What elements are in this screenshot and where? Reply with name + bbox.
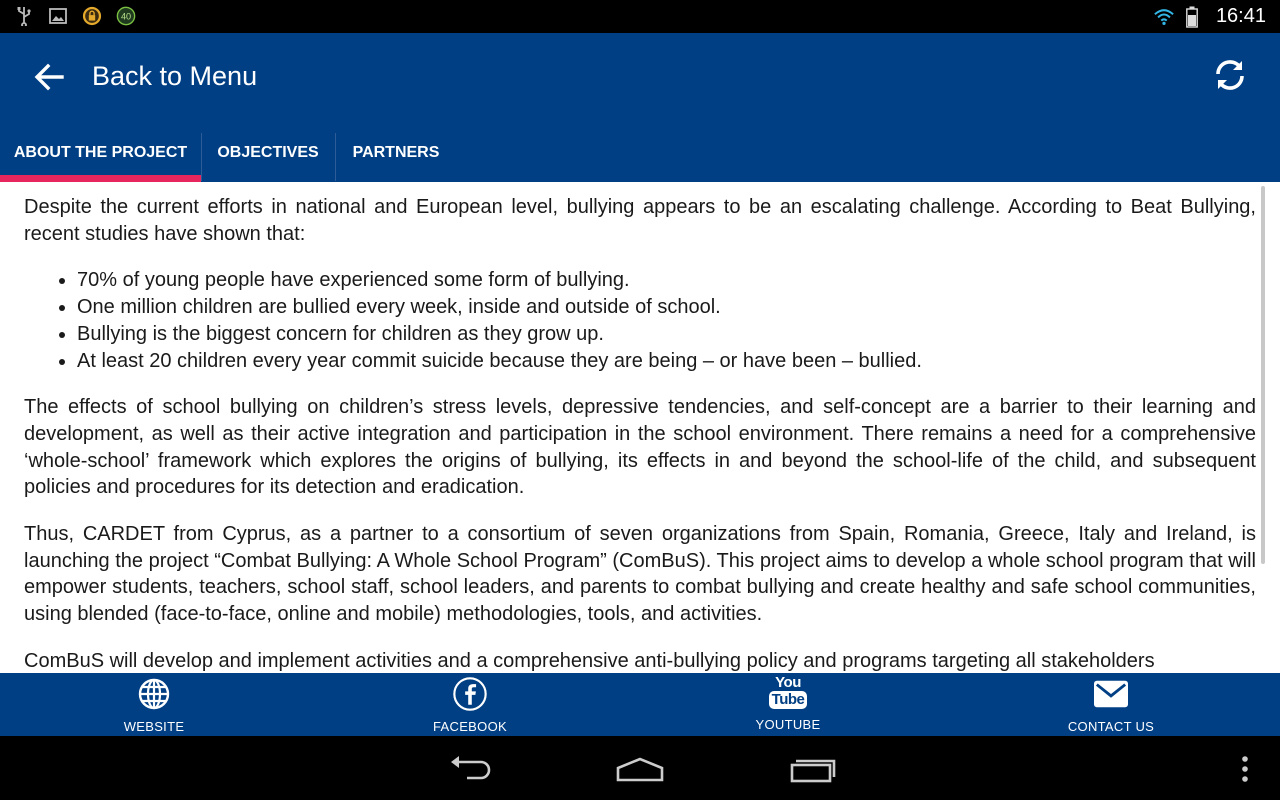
tab-about-the-project[interactable] (0, 123, 201, 182)
tab-indicator (201, 175, 335, 182)
list-item: • 70% of young people have experienced some form of bullying. (77, 267, 1256, 294)
tab-label: PARTNERS (352, 143, 440, 161)
home-icon (615, 754, 665, 784)
nav-label: WEBSITE (123, 719, 185, 734)
tab-partners[interactable] (335, 123, 457, 182)
effects-paragraph: The effects of school bullying on children’s stress levels, depressive tendencies, and self-concept are a barrier to their learning and development, as well as their active integration and participation in the school environment. There remains a need for a comprehensive ‘whole-school’ framework which explores the origins of bullying, its effects in and beyond the school-life of the child, and subsequent policies and procedures for its detection and eradication. (24, 396, 1256, 499)
article (0, 182, 1280, 673)
system-home-button[interactable] (613, 752, 667, 786)
system-nav-bar (0, 736, 1280, 800)
globe-icon (137, 677, 171, 711)
list-item: • Bullying is the biggest concern for children as they grow up. (77, 321, 1256, 348)
battery-icon (1182, 7, 1202, 27)
lock-app-icon (82, 6, 102, 26)
scrollbar[interactable] (1261, 186, 1265, 564)
facebook-button[interactable] (420, 673, 520, 736)
app-bar (0, 33, 1280, 123)
arrow-left-icon (32, 60, 66, 94)
status-notifications (14, 6, 136, 26)
combus-paragraph: ComBuS will develop and implement activities and a comprehensive anti-bullying policy and programs targeting all stakeholders (24, 649, 1155, 672)
contact-us-button[interactable] (1061, 673, 1161, 736)
refresh-button[interactable] (1212, 57, 1248, 93)
nav-label: CONTACT US (1067, 719, 1155, 734)
badge-icon (116, 6, 136, 26)
list-item: • At least 20 children every year commit suicide because they are being – or have been – bullied. (77, 348, 1256, 375)
usb-icon (14, 6, 34, 26)
mail-icon (1094, 677, 1128, 711)
youtube-logo-top: You (775, 674, 801, 691)
wifi-icon (1154, 7, 1174, 27)
intro-paragraph: Despite the current efforts in national and European level, bullying appears to be an escalating challenge. According to Beat Bullying, recent studies have shown that: (24, 196, 1256, 245)
nav-label: FACEBOOK (433, 719, 507, 734)
project-paragraph: Thus, CARDET from Cyprus, as a partner to a consortium of seven organizations from Spain, Romania, Greece, Italy and Ireland, is launching the project “Combat Bullying: A Whole School Program” (ComBuS). This project aims to develop a whole school program that will empower students, teachers, school staff, school leaders, and parents to combat bullying and create healthy and safe school communities, using blended (face-to-face, online and mobile) methodologies, tools, and activities. (24, 523, 1256, 626)
badge-count: 40 (120, 11, 132, 22)
list-item: • One million children are bullied every week, inside and outside of school. (77, 294, 1256, 321)
content-scroll-area[interactable] (0, 182, 1280, 673)
back-button[interactable] (32, 60, 66, 94)
youtube-logo-bottom: Tube (769, 691, 808, 709)
page-title[interactable]: Back to Menu (92, 61, 258, 91)
bottom-nav (0, 673, 1280, 736)
tab-indicator (335, 175, 457, 182)
facebook-icon (453, 677, 487, 711)
website-button[interactable] (104, 673, 204, 736)
clock: 16:41 (1215, 5, 1266, 27)
status-bar (0, 0, 1280, 33)
status-system (1154, 5, 1266, 28)
tab-label: ABOUT THE PROJECT (13, 143, 188, 161)
recents-icon (787, 754, 837, 784)
tab-objectives[interactable] (201, 123, 335, 182)
image-icon (48, 6, 68, 26)
back-icon (445, 754, 495, 784)
active-tab-indicator (0, 175, 201, 182)
refresh-icon (1212, 57, 1248, 93)
system-recents-button[interactable] (785, 752, 839, 786)
system-back-button[interactable] (443, 752, 497, 786)
overflow-menu-button[interactable] (1218, 752, 1272, 786)
youtube-button[interactable] (738, 673, 838, 736)
tab-label: OBJECTIVES (217, 143, 319, 161)
tab-bar (0, 123, 1280, 182)
nav-label: YOUTUBE (755, 717, 821, 732)
youtube-icon (771, 675, 805, 709)
statistics-list (77, 267, 1256, 374)
overflow-menu-icon (1240, 754, 1250, 784)
